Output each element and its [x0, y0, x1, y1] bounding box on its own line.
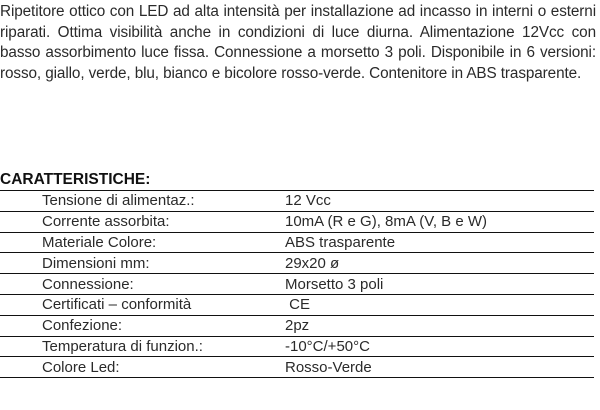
spec-row-dimensions: [0, 253, 594, 274]
spec-row-material: [0, 232, 594, 253]
spec-row-current: [0, 211, 594, 232]
spec-label: Temperatura di funzion.:: [0, 336, 277, 357]
spec-label: Connessione:: [0, 274, 277, 295]
specs-table: [0, 190, 594, 378]
spec-label: Tensione di alimentaz.:: [0, 191, 277, 212]
spec-value: 2pz: [277, 315, 594, 336]
spec-value: ABS trasparente: [277, 232, 594, 253]
spec-row-temperature: [0, 336, 594, 357]
spec-row-voltage: [0, 191, 594, 212]
spec-label: Dimensioni mm:: [0, 253, 277, 274]
spec-label: Colore Led:: [0, 357, 277, 378]
spec-label: Certificati – conformità: [0, 294, 277, 315]
spec-value: 12 Vcc: [277, 191, 594, 212]
spec-row-certificates: [0, 294, 594, 315]
spec-row-connection: [0, 274, 594, 295]
spec-value: 10mA (R e G), 8mA (V, B e W): [277, 211, 594, 232]
spec-row-led-color: [0, 357, 594, 378]
specs-heading: CARATTERISTICHE:: [0, 171, 151, 188]
spec-value: 29x20 ø: [277, 253, 594, 274]
spec-value: -10°C/+50°C: [277, 336, 594, 357]
spec-value: Morsetto 3 poli: [277, 274, 594, 295]
spec-value: CE: [277, 294, 594, 315]
spec-row-package: [0, 315, 594, 336]
spec-label: Materiale Colore:: [0, 232, 277, 253]
product-description: Ripetitore ottico con LED ad alta intensità per installazione ad incasso in interni o esterni riparati. Ottima visibilità anche in condizioni di luce diurna. Alimentazione 12Vcc con basso assorbimento luce fissa. Connessione a morsetto 3 poli. Disponibile in 6 versioni: rosso, giallo, verde, blu, bianco e bicolore rosso-verde. Contenitore in ABS trasparente.: [0, 3, 596, 83]
spec-value: Rosso-Verde: [277, 357, 594, 378]
spec-label: Confezione:: [0, 315, 277, 336]
spec-label: Corrente assorbita:: [0, 211, 277, 232]
